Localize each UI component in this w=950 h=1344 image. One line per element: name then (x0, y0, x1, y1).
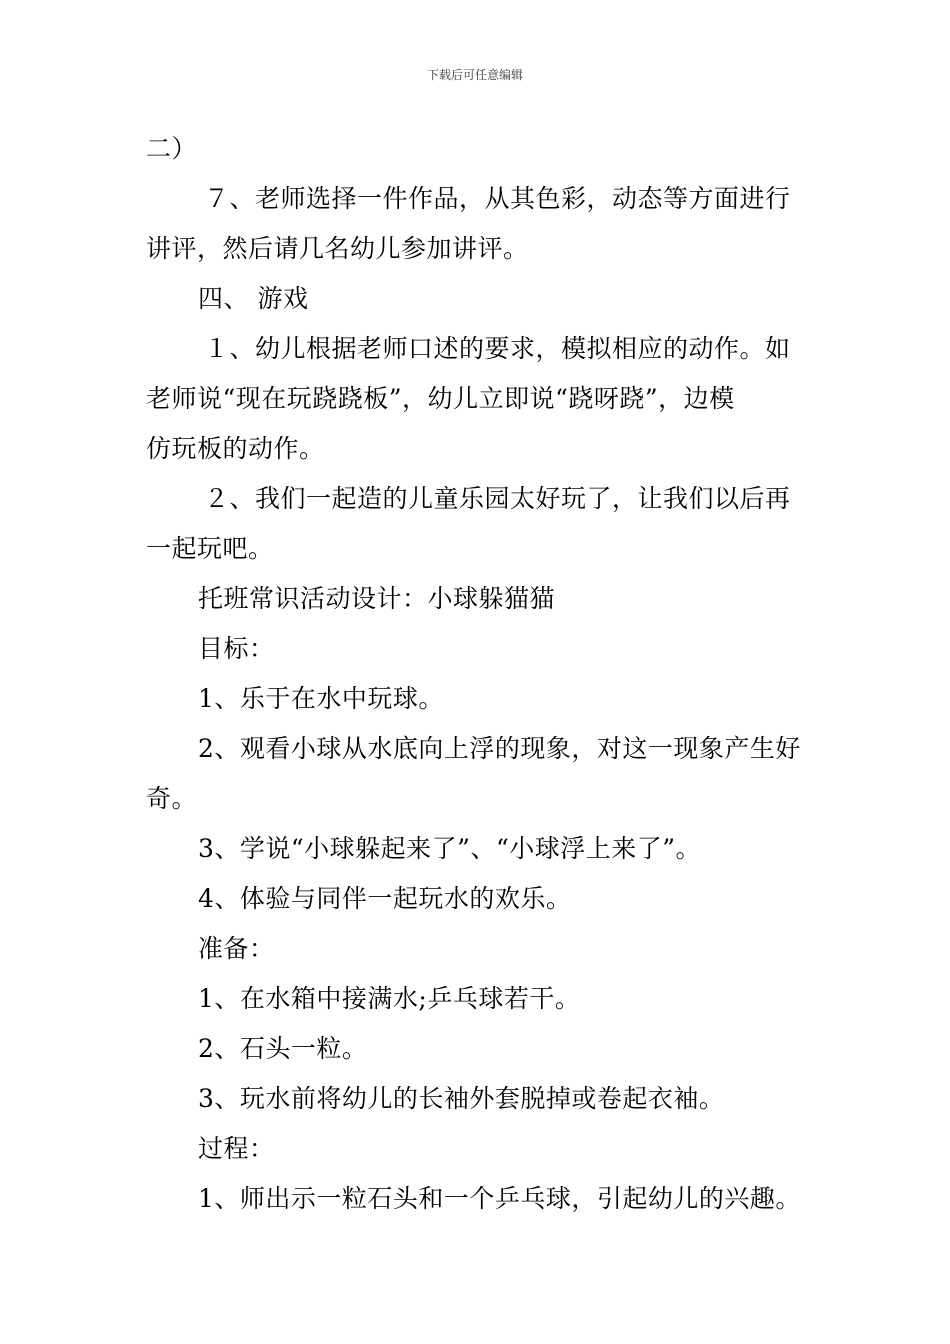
list-item: 1、乐于在水中玩球。 (198, 684, 444, 713)
section-heading: 目标： (198, 634, 275, 663)
list-item: 3、学说“小球躲起来了”、“小球浮上来了”。 (198, 834, 702, 863)
paragraph-line: １、幼儿根据老师口述的要求，模拟相应的动作。如 (204, 334, 791, 363)
page-header: 下载后可任意编辑 (426, 68, 523, 82)
list-item: 3、玩水前将幼儿的长袖外套脱掉或卷起衣袖。 (198, 1084, 725, 1113)
paragraph-line: 仿玩板的动作。 (146, 434, 325, 463)
activity-title: 托班常识活动设计：小球躲猫猫 (198, 584, 556, 613)
paragraph-line: ７、老师选择一件作品，从其色彩，动态等方面进行 (204, 184, 791, 213)
list-item: 1、在水箱中接满水;乒乓球若干。 (198, 984, 581, 1013)
paragraph-line: ２、我们一起造的儿童乐园太好玩了，让我们以后再 (204, 484, 791, 513)
section-heading: 准备： (198, 934, 275, 963)
list-item: 2、石头一粒。 (198, 1034, 368, 1063)
paragraph-line: 讲评，然后请几名幼儿参加讲评。 (146, 234, 529, 263)
paragraph-line: 一起玩吧。 (146, 534, 274, 563)
section-heading: 过程： (198, 1134, 275, 1163)
list-item: 4、体验与同伴一起玩水的欢乐。 (198, 884, 572, 913)
list-item: 2、观看小球从水底向上浮的现象，对这一现象产生好 (198, 734, 801, 763)
paragraph-line: 老师说“现在玩跷跷板”，幼儿立即说“跷呀跷”，边模 (146, 384, 735, 413)
paragraph-line: 二） (146, 134, 198, 163)
section-heading: 四、 游戏 (198, 284, 309, 313)
document-body (146, 124, 808, 1224)
list-item: 1、师出示一粒石头和一个乒乓球，引起幼儿的兴趣。 (198, 1184, 801, 1213)
paragraph-line: 奇。 (146, 784, 198, 813)
